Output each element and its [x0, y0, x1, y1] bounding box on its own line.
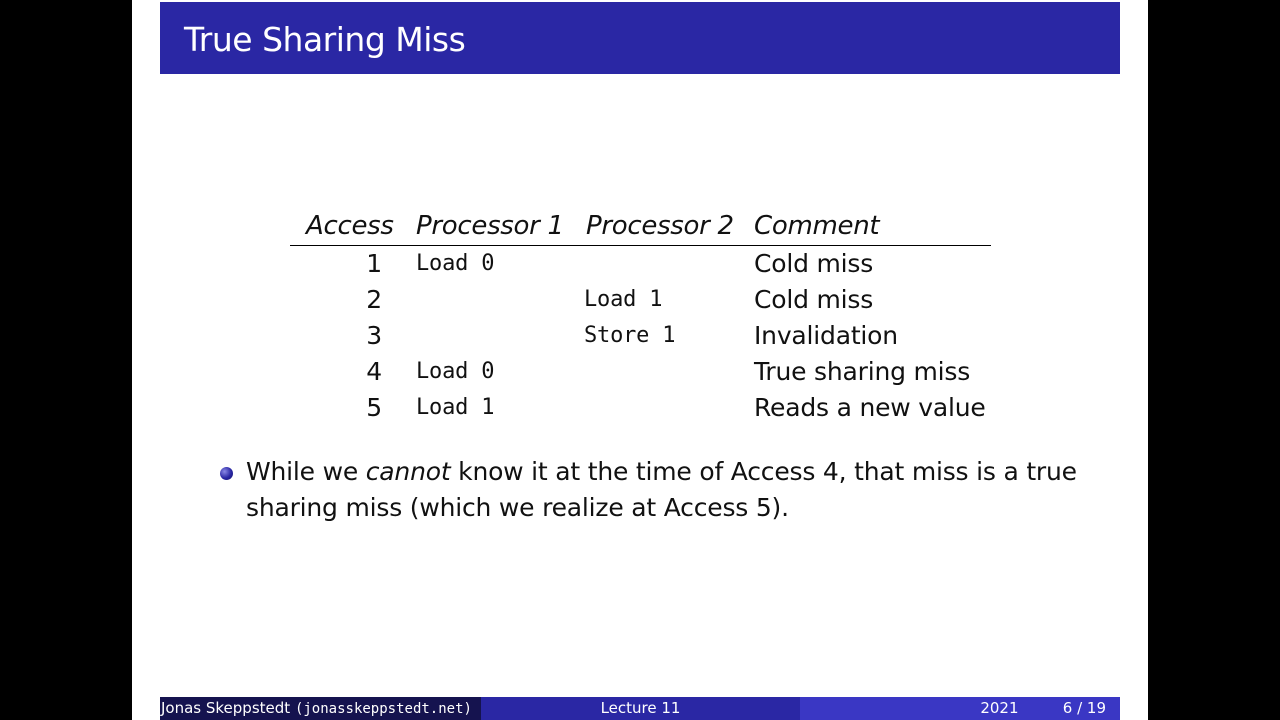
footer-lecture: Lecture 11: [600, 699, 681, 717]
header-access: Access: [306, 211, 394, 241]
footer-lecture-section: [481, 697, 801, 720]
header-comment: Comment: [754, 211, 880, 241]
bullet-dot-icon: [220, 467, 233, 480]
row-3-comment: Invalidation: [754, 321, 898, 350]
row-1-comment: Cold miss: [754, 249, 874, 278]
bullet-text-before: While we: [246, 457, 366, 486]
header-processor-1: Processor 1: [416, 211, 564, 241]
row-2-comment: Cold miss: [754, 285, 874, 314]
row-4-comment: True sharing miss: [754, 357, 971, 386]
bullet-text-after: know it at the time of Access 4, that miss is a true sharing miss (which we realize at Access 5).: [246, 457, 1077, 522]
footer-site: (jonasskeppstedt.net): [294, 701, 472, 717]
row-1-access: 1: [366, 249, 382, 278]
row-5-comment: Reads a new value: [754, 393, 986, 422]
access-table: [290, 206, 990, 426]
row-2-access: 2: [366, 285, 382, 314]
row-4-processor-1: Load 0: [416, 359, 495, 384]
row-4-access: 4: [366, 357, 382, 386]
slide: [132, 0, 1148, 720]
footer-bar: [160, 697, 1120, 720]
slide-title: True Sharing Miss: [184, 20, 466, 59]
row-3-access: 3: [366, 321, 382, 350]
row-5-processor-1: Load 1: [416, 395, 495, 420]
footer-author-section: [160, 697, 481, 720]
footer-author: Jonas Skeppstedt: [161, 699, 291, 717]
footer-page-section: [800, 697, 1120, 720]
row-5-access: 5: [366, 393, 382, 422]
footer-year: 2021: [980, 699, 1019, 717]
header-processor-2: Processor 2: [586, 211, 734, 241]
bullet-text-emphasis: cannot: [365, 457, 451, 486]
bullet-text: [246, 454, 1096, 526]
footer-page-number: 6 / 19: [1062, 699, 1107, 717]
title-bar: [160, 2, 1120, 74]
row-3-processor-2: Store 1: [584, 323, 676, 348]
row-2-processor-2: Load 1: [584, 287, 663, 312]
header-rule: [290, 245, 991, 246]
row-1-processor-1: Load 0: [416, 251, 495, 276]
